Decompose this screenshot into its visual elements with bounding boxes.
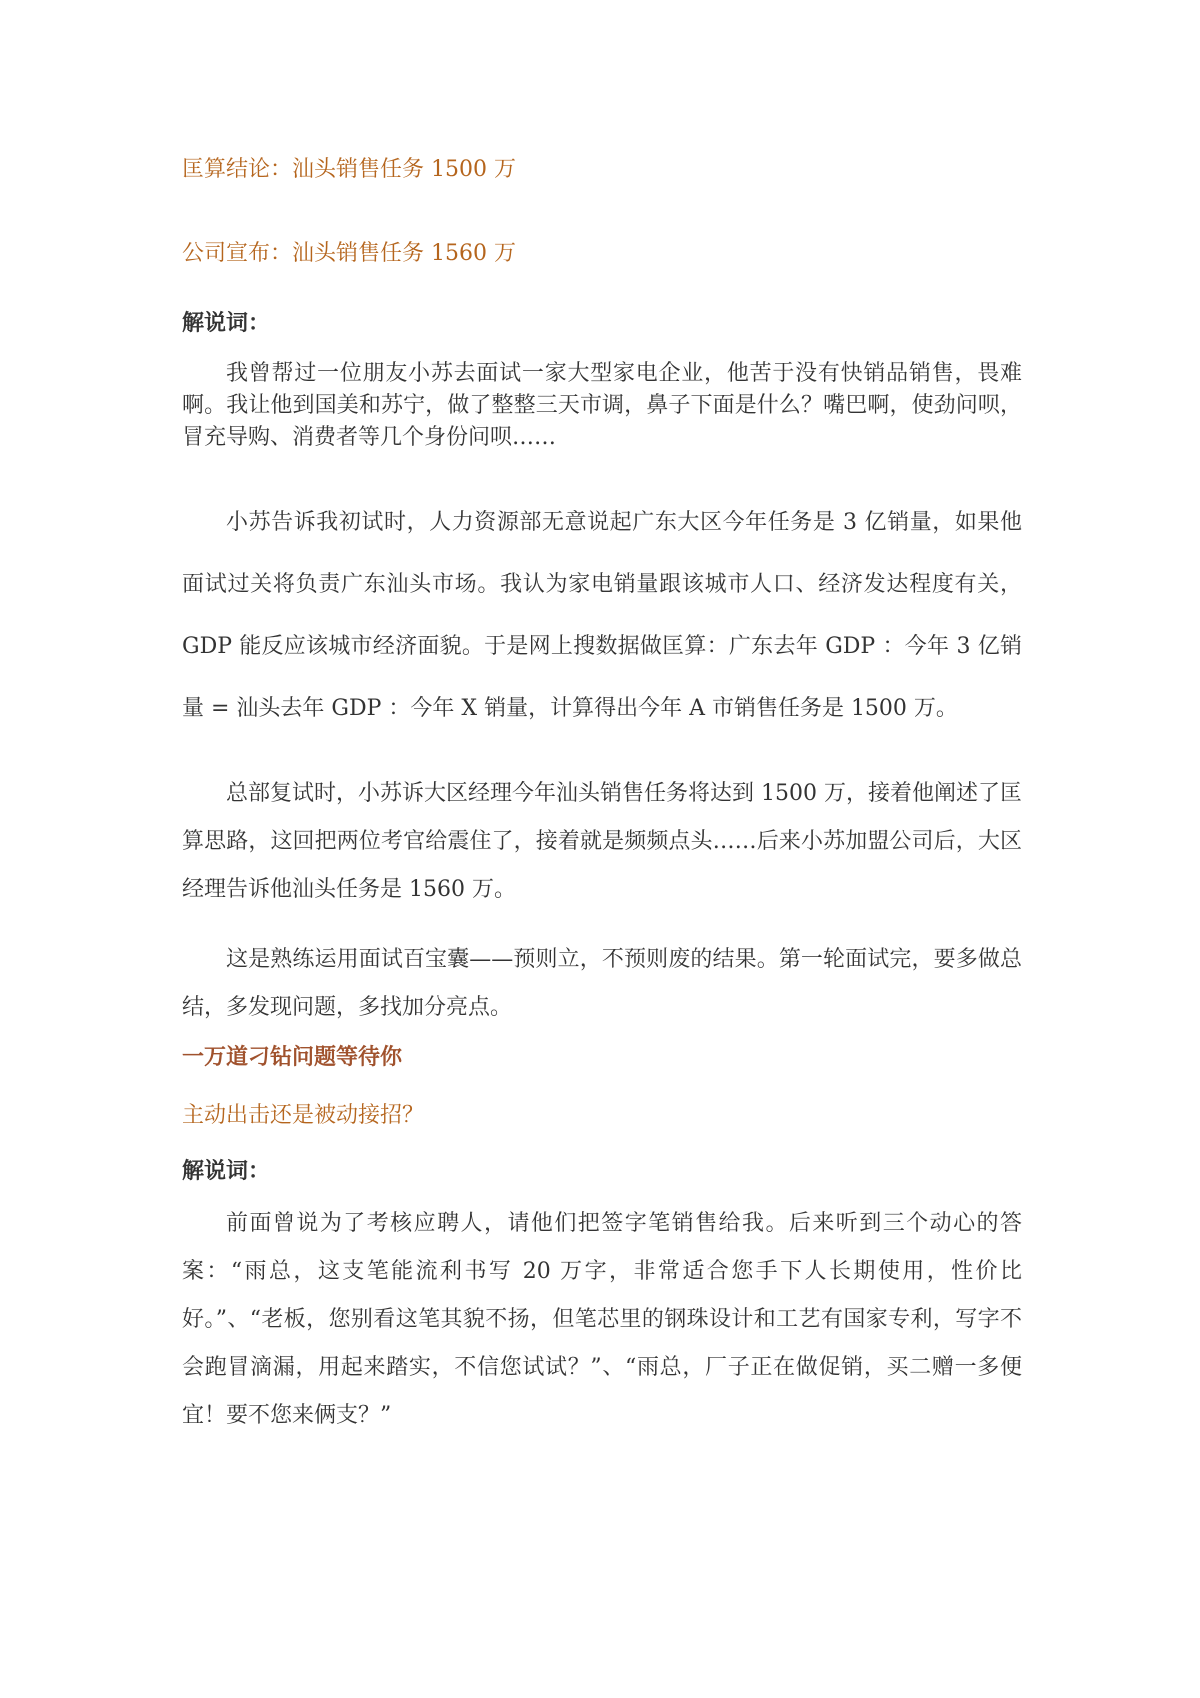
paragraph-interview-prep: 我曾帮过一位朋友小苏去面试一家大型家电企业，他苦于没有快销品销售，畏难啊。我让他到国美和苏宁，做了整整三天市调，鼻子下面是什么？嘴巴啊，使劲问呗，冒充导购、消费者等几个身份问呗…… xyxy=(182,361,1022,450)
company-announcement: 公司宣布：汕头销售任务 1560 万 xyxy=(182,241,516,266)
commentary-label: 解说词： xyxy=(182,310,271,336)
commentary-label: 解说词： xyxy=(182,1158,271,1184)
section-heading: 一万道刁钻问题等待你 xyxy=(182,1044,403,1070)
paragraph-pen-answers: 前面曾说为了考核应聘人，请他们把签字笔销售给我。后来听到三个动心的答案：“雨总，这支笔能流利书写 20 万字，非常适合您手下人长期使用，性价比好。”、“老板，您别看这笔其貌不扬，但笔芯里的钢珠设计和工艺有国家专利，写字不会跑冒滴漏，用起来踏实，不信您试试？”、“雨总，厂子正在做促销，买二赠一多便宜！要不您来俩支？” xyxy=(182,1211,1022,1428)
estimate-conclusion: 匡算结论：汕头销售任务 1500 万 xyxy=(182,157,516,182)
paragraph-second-interview: 总部复试时，小苏诉大区经理今年汕头销售任务将达到 1500 万，接着他阐述了匡算思路，这回把两位考官给震住了，接着就是频频点头……后来小苏加盟公司后，大区经理告诉他汕头任务是 1560 万。 xyxy=(182,781,1022,902)
paragraph-summary: 这是熟练运用面试百宝囊——预则立，不预则废的结果。第一轮面试完，要多做总结，多发现问题，多找加分亮点。 xyxy=(182,947,1022,1020)
sub-heading: 主动出击还是被动接招？ xyxy=(182,1103,425,1128)
paragraph-gdp-estimate: 小苏告诉我初试时，人力资源部无意说起广东大区今年任务是 3 亿销量，如果他面试过关将负责广东汕头市场。我认为家电销量跟该城市人口、经济发达程度有关，GDP 能反应该城市经济面貌。于是网上搜数据做匡算：广东去年 GDP ：今年 3 亿销量 = 汕头去年 GDP ：今年 X 销量，计算得出今年 A 市销售任务是 1500 万。 xyxy=(182,510,1022,721)
